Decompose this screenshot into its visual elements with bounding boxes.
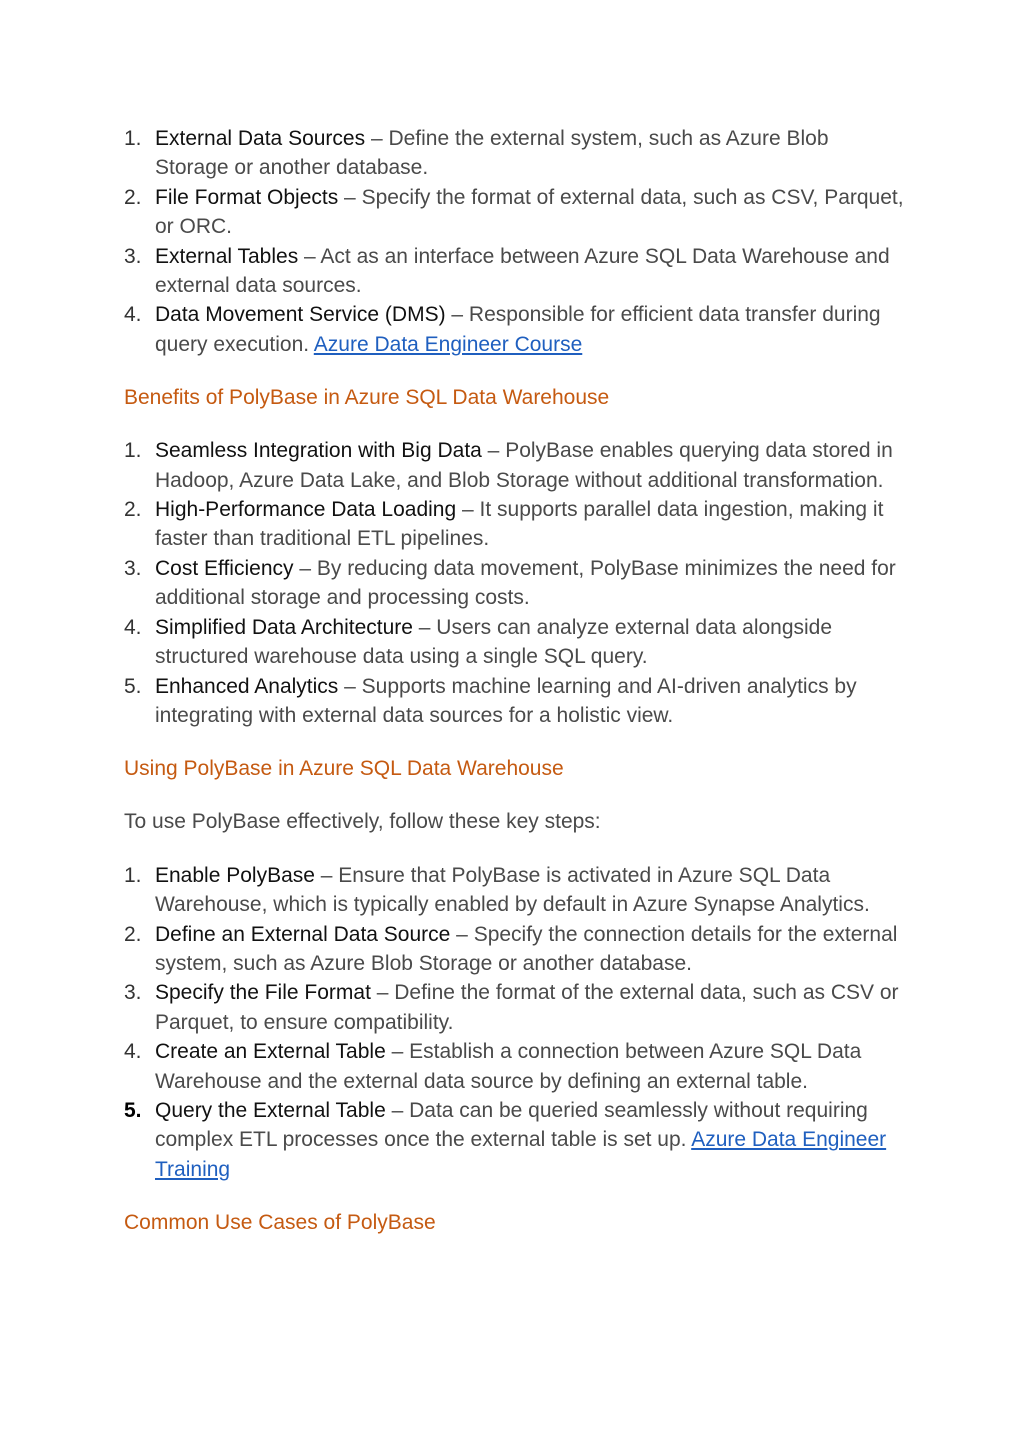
azure-data-engineer-training-link[interactable]: Azure Data Engineer Training [155, 1128, 887, 1181]
list-description: – PolyBase enables querying data stored in Hadoop, Azure Data Lake, and Blob Storage without additional transformation. [155, 439, 893, 492]
list-term: Seamless Integration with Big Data [155, 439, 482, 463]
list-number: 3. [124, 244, 142, 268]
list-description: – Data can be queried seamlessly without requiring complex ETL processes once the external table is set up. [155, 1098, 868, 1152]
list-description: – Supports machine learning and AI-driven analytics by integrating with external data sources for a holistic view. [155, 674, 857, 727]
list-item [124, 978, 904, 1037]
list-term: Specify the File Format [155, 981, 371, 1005]
list-item [124, 183, 904, 242]
list-term: Simplified Data Architecture [155, 615, 413, 639]
list-number: 2. [124, 498, 142, 522]
list-item [124, 861, 904, 920]
list-description: – Define the external system, such as Azure Blob Storage or another database. [155, 127, 829, 180]
list-item [124, 300, 904, 359]
list-term: Enable PolyBase [155, 863, 315, 887]
list-term: External Data Sources [155, 127, 366, 150]
list-number: 1. [124, 439, 142, 463]
list-item [124, 672, 904, 731]
steps-list [124, 861, 904, 1184]
list-description: – Act as an interface between Azure SQL Data Warehouse and external data sources. [155, 244, 890, 298]
benefits-heading: Benefits of PolyBase in Azure SQL Data Warehouse [124, 386, 610, 410]
list-description: – Responsible for efficient data transfer during query execution. [155, 303, 881, 356]
azure-data-engineer-course-link[interactable]: Azure Data Engineer Course [313, 332, 583, 356]
list-number: 3. [124, 556, 142, 580]
list-item [124, 242, 904, 301]
list-term: Data Movement Service (DMS) [155, 303, 446, 327]
list-number: 2. [124, 185, 142, 209]
list-number: 1. [124, 863, 142, 887]
list-term: Enhanced Analytics [155, 674, 339, 698]
list-description: – Specify the format of external data, such as CSV, Parquet, or ORC. [155, 185, 904, 239]
list-term: Create an External Table [155, 1040, 386, 1064]
list-item [124, 1037, 904, 1096]
use-cases-heading: Common Use Cases of PolyBase [124, 1211, 436, 1235]
list-description: – Users can analyze external data alongside structured warehouse data using a single SQL query. [155, 615, 833, 669]
components-list [124, 124, 904, 359]
list-item [124, 920, 904, 979]
list-number: 4. [124, 303, 142, 327]
using-intro-paragraph: To use PolyBase effectively, follow these key steps: [124, 810, 601, 834]
list-number: 5. [124, 1098, 142, 1122]
list-description: – Ensure that PolyBase is activated in Azure SQL Data Warehouse, which is typically enabled by default in Azure Synapse Analytics. [155, 863, 870, 917]
list-description: – By reducing data movement, PolyBase minimizes the need for additional storage and processing costs. [155, 556, 896, 610]
list-term: Define an External Data Source [155, 922, 451, 946]
list-term: File Format Objects [155, 185, 339, 209]
list-number: 4. [124, 1040, 142, 1064]
list-item [124, 1096, 904, 1184]
list-term: Query the External Table [155, 1098, 386, 1122]
list-number: 3. [124, 981, 142, 1005]
list-term: External Tables [155, 244, 299, 268]
list-item [124, 436, 904, 495]
list-description: – Specify the connection details for the external system, such as Azure Blob Storage or another database. [155, 922, 898, 975]
using-heading: Using PolyBase in Azure SQL Data Warehouse [124, 757, 564, 781]
list-description: – It supports parallel data ingestion, making it faster than traditional ETL pipelines. [155, 498, 884, 551]
list-item [124, 124, 904, 183]
list-number: 1. [124, 127, 142, 150]
list-item [124, 495, 904, 554]
benefits-list [124, 436, 904, 730]
list-item [124, 554, 904, 613]
list-description: – Establish a connection between Azure SQL Data Warehouse and the external data source by defining an external table. [155, 1040, 862, 1093]
list-number: 5. [124, 674, 142, 698]
list-number: 4. [124, 615, 142, 639]
list-term: Cost Efficiency [155, 556, 294, 580]
list-item [124, 613, 904, 672]
list-number: 2. [124, 922, 142, 946]
list-description: – Define the format of the external data, such as CSV or Parquet, to ensure compatibility. [155, 981, 899, 1034]
list-term: High-Performance Data Loading [155, 498, 457, 522]
